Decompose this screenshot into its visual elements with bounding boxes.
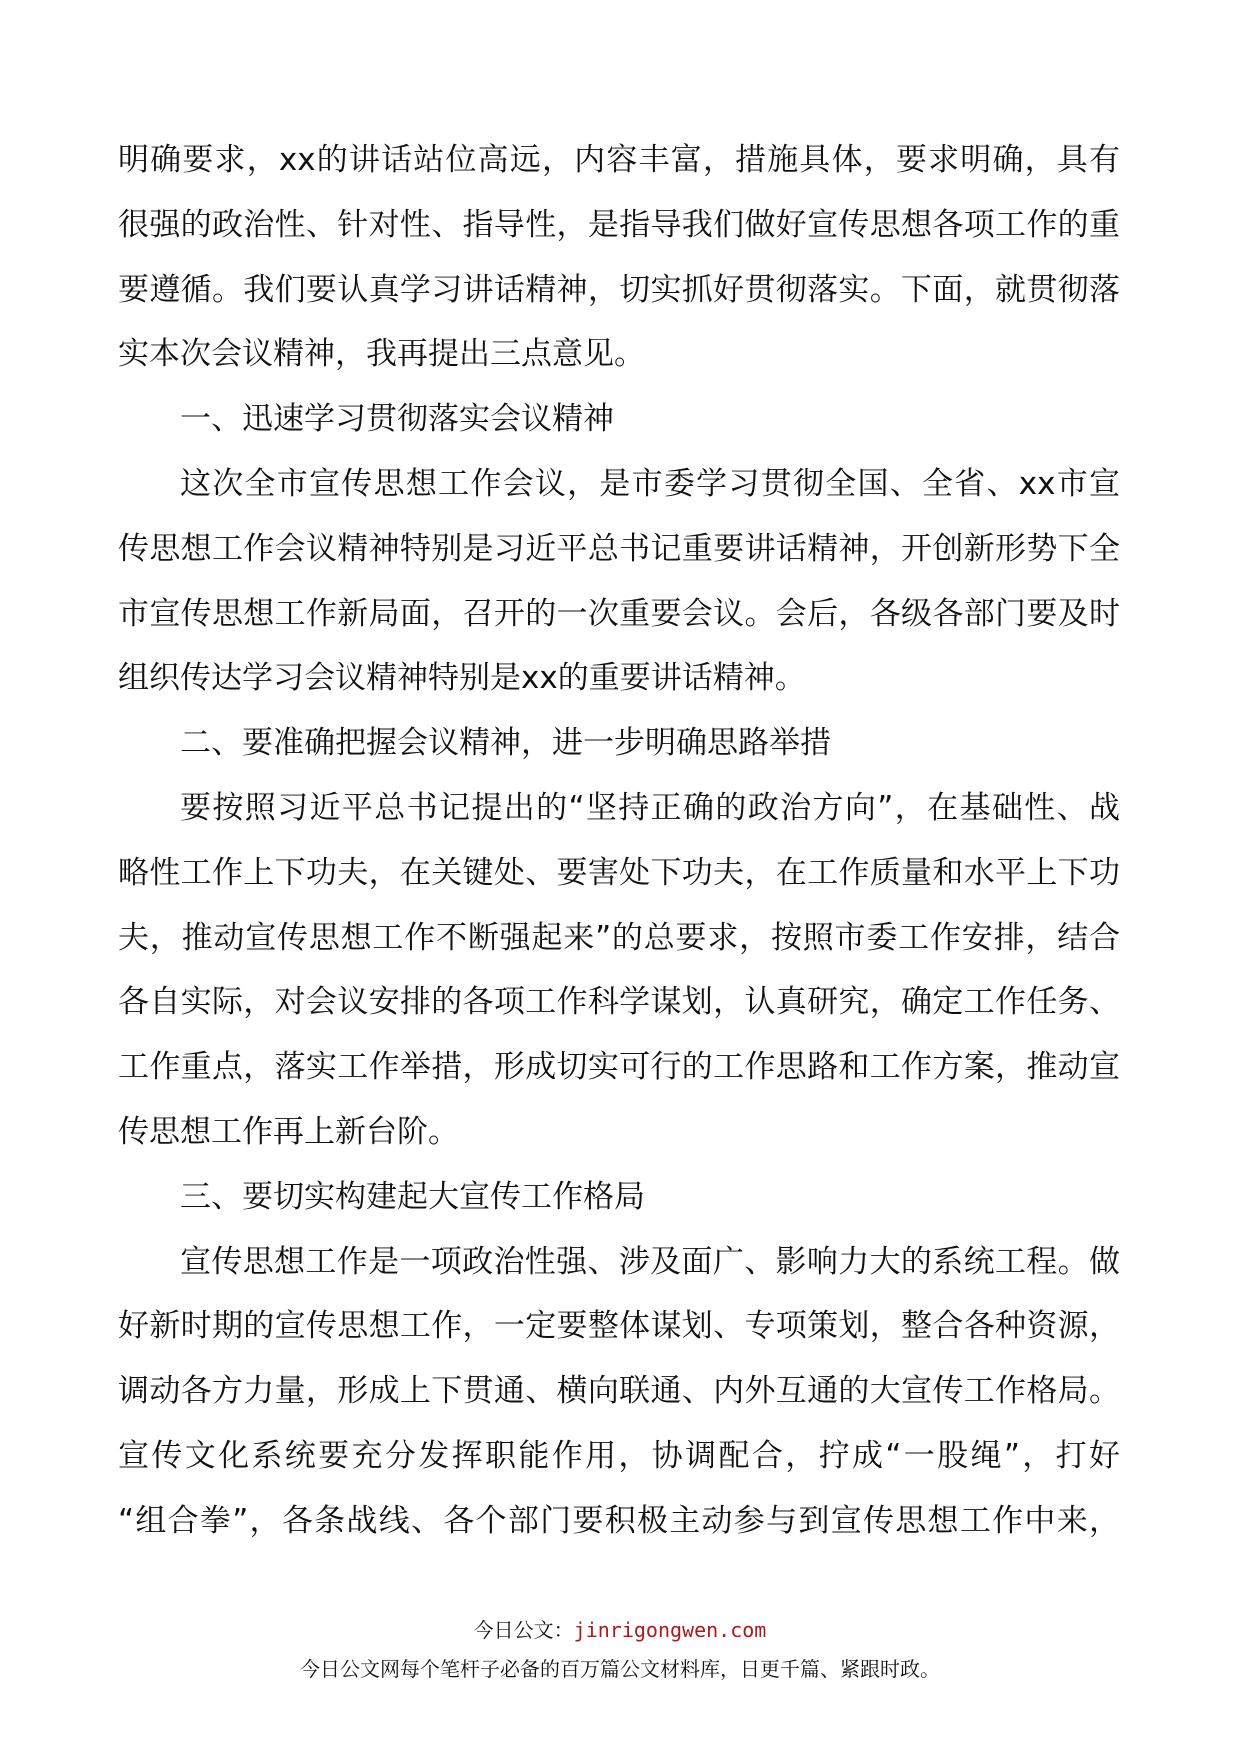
body-line: 夫，推动宣传思想工作不断强起来”的总要求，按照市委工作安排，结合 <box>118 919 1120 956</box>
body-line: 明确要求，xx的讲话站位高远，内容丰富，措施具体，要求明确，具有 <box>118 142 1120 178</box>
body-line: 各自实际，对会议安排的各项工作科学谋划，认真研究，确定工作任务、 <box>118 984 1120 1021</box>
body-line: 调动各方力量，形成上下贯通、横向联通、内外互通的大宣传工作格局。 <box>118 1373 1120 1410</box>
section-heading-1: 一、迅速学习贯彻落实会议精神 <box>180 401 614 438</box>
body-line: 很强的政治性、针对性、指导性，是指导我们做好宣传思想各项工作的重 <box>118 206 1120 243</box>
body-line: 略性工作上下功夫，在关键处、要害处下功夫，在工作质量和水平上下功 <box>118 854 1120 891</box>
body-line: 实本次会议精神，我再提出三点意见。 <box>118 336 645 373</box>
section-heading-3: 三、要切实构建起大宣传工作格局 <box>180 1178 645 1215</box>
body-line: 传思想工作再上新台阶。 <box>118 1113 459 1150</box>
body-line: 宣传文化系统要充分发挥职能作用，协调配合，拧成“一股绳”，打好 <box>118 1437 1120 1474</box>
footer-slogan: 今日公文网每个笔杆子必备的百万篇公文材料库，日更千篇、紧跟时政。 <box>300 1657 940 1681</box>
body-line: 组织传达学习会议精神特别是xx的重要讲话精神。 <box>118 660 806 697</box>
body-line: 宣传思想工作是一项政治性强、涉及面广、影响力大的系统工程。做 <box>180 1243 1120 1280</box>
body-line: 要按照习近平总书记提出的“坚持正确的政治方向”，在基础性、战 <box>180 789 1120 826</box>
body-line: 要遵循。我们要认真学习讲话精神，切实抓好贯彻落实。下面，就贯彻落 <box>118 271 1120 308</box>
document-body <box>118 128 1120 1554</box>
body-line: “组合拳”，各条战线、各个部门要积极主动参与到宣传思想工作中来， <box>118 1502 1120 1539</box>
footer-site <box>0 1614 1240 1643</box>
footer-site-link[interactable]: jinrigongwen.com <box>573 1618 767 1642</box>
body-line: 工作重点，落实工作举措，形成切实可行的工作思路和工作方案，推动宣 <box>118 1049 1120 1086</box>
body-line: 好新时期的宣传思想工作，一定要整体谋划、专项策划，整合各种资源， <box>118 1308 1120 1345</box>
footer-site-label: 今日公文： <box>473 1618 574 1642</box>
section-heading-2: 二、要准确把握会议精神，进一步明确思路举措 <box>180 725 831 762</box>
body-line: 市宣传思想工作新局面，召开的一次重要会议。会后，各级各部门要及时 <box>118 595 1120 632</box>
body-line: 这次全市宣传思想工作会议，是市委学习贯彻全国、全省、xx市宣 <box>180 465 1120 502</box>
body-line: 传思想工作会议精神特别是习近平总书记重要讲话精神，开创新形势下全 <box>118 530 1120 567</box>
